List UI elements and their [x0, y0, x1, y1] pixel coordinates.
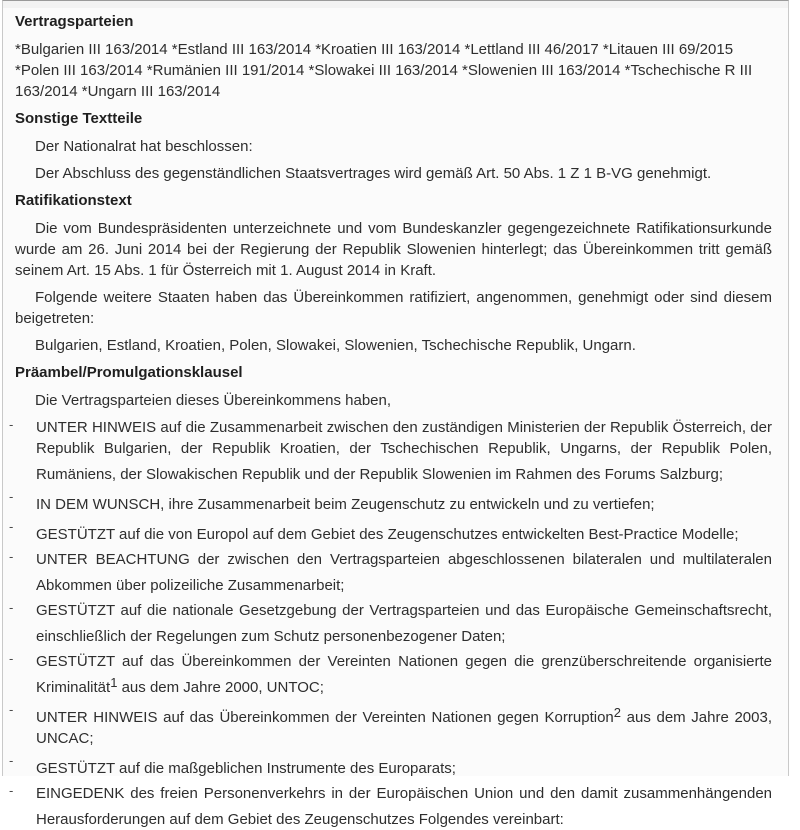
- document-page: [2, 0, 789, 828]
- paragraph-abschluss: Der Abschluss des gegenständlichen Staatsvertrages wird gemäß Art. 50 Abs. 1 Z 1 B-VG genehmigt.: [35, 165, 712, 182]
- footnote-ref-2: 2: [613, 705, 621, 720]
- preamble-item-text-after: aus dem Jahre 2003, UNCAC;: [36, 709, 773, 747]
- footnote-ref-1: 1: [110, 675, 118, 690]
- preamble-item-unter-hinweis-salzburg: [9, 417, 772, 485]
- section-heading-vertragsparteien: Vertragsparteien: [15, 13, 134, 30]
- list-dash-marker: -: [9, 753, 14, 768]
- list-dash-marker: -: [9, 702, 14, 717]
- section-heading-sonstige-textteile: Sonstige Textteile: [15, 110, 143, 127]
- preamble-item-unter-hinweis-uncac: [9, 702, 773, 749]
- preamble-item-gestuetzt-gesetzgebung: [9, 600, 772, 647]
- preamble-item-text: GESTÜTZT auf die nationale Gesetzgebung der Vertragsparteien und das Europäische Gemeinschaftsrecht, einschließlich der Regelungen zum Schutz personenbezogener Daten;: [36, 602, 772, 645]
- preamble-item-unter-beachtung: [9, 549, 772, 596]
- preamble-item-text: GESTÜTZT auf die maßgeblichen Instrumente des Europarats;: [36, 760, 456, 777]
- top-strip: [3, 1, 788, 8]
- preamble-item-text: GESTÜTZT auf das Übereinkommen der Vereinten Nationen gegen die grenzüberschreitende organisierte Kriminalität: [36, 653, 772, 696]
- preamble-item-eingedenk: [9, 783, 772, 830]
- section-heading-praeambel: Präambel/Promulgationsklausel: [15, 364, 243, 381]
- vertragsparteien-country-list: *Bulgarien III 163/2014 *Estland III 163/2014 *Kroatien III 163/2014 *Lettland III 46/2017 *Litauen III 69/2015 *Polen III 163/2014 *Rumänien III 191/2014 *Slowakei III 163/2014 *Slowenien III 163/2014 *Tschechische R III 163/2014 *Ungarn III 163/2014: [15, 41, 753, 100]
- list-dash-marker: -: [9, 519, 14, 534]
- preamble-item-text: IN DEM WUNSCH, ihre Zusammenarbeit beim Zeugenschutz zu entwickeln und zu vertiefen;: [36, 496, 655, 513]
- preamble-item-text: UNTER BEACHTUNG der zwischen den Vertragsparteien abgeschlossenen bilateralen und multilateralen Abkommen über polizeiliche Zusammenarbeit;: [36, 551, 772, 594]
- preamble-item-gestuetzt-untoc: [9, 651, 772, 698]
- preamble-item-text-after: aus dem Jahre 2000, UNTOC;: [117, 679, 324, 696]
- preamble-item-gestuetzt-europarat: [9, 753, 772, 779]
- preamble-item-in-dem-wunsch: [9, 489, 772, 515]
- document-content: [3, 11, 788, 830]
- preamble-item-text: UNTER HINWEIS auf die Zusammenarbeit zwischen den zuständigen Ministerien der Republik Österreich, der Republik Bulgarien, der Republik Kroatien, der Tschechischen Republik, Ungarns, der Republik Polen, Rumäniens, der Slowakischen Republik und der Republik Slowenien im Rahmen des Forums Salzburg;: [36, 419, 772, 483]
- list-dash-marker: -: [9, 549, 14, 564]
- list-dash-marker: -: [9, 417, 14, 432]
- list-dash-marker: -: [9, 600, 14, 615]
- paragraph-ratifikationsurkunde: Die vom Bundespräsidenten unterzeichnete und vom Bundeskanzler gegengezeichnete Ratifikationsurkunde wurde am 26. Juni 2014 bei der Regierung der Republik Slowenien hinterlegt; das Übereinkommen tritt gemäß seinem Art. 15 Abs. 1 für Österreich mit 1. August 2014 in Kraft.: [15, 220, 772, 279]
- preamble-item-gestuetzt-europol: [9, 519, 772, 545]
- list-dash-marker: -: [9, 651, 14, 666]
- preamble-item-text: EINGEDENK des freien Personenverkehrs in der Europäischen Union und den damit zusammenhängenden Herausforderungen auf dem Gebiet des Zeugenschutzes Folgendes vereinbart:: [36, 785, 772, 828]
- paragraph-praeambel-intro: Die Vertragsparteien dieses Übereinkommens haben,: [35, 392, 392, 409]
- paragraph-weitere-staaten: Folgende weitere Staaten haben das Übereinkommen ratifiziert, angenommen, genehmigt oder sind diesem beigetreten:: [15, 289, 772, 327]
- preamble-item-text: GESTÜTZT auf die von Europol auf dem Gebiet des Zeugenschutzes entwickelten Best-Practice Modelle;: [36, 526, 739, 543]
- section-heading-ratifikationstext: Ratifikationstext: [15, 192, 132, 209]
- list-dash-marker: -: [9, 489, 14, 504]
- preamble-item-text: UNTER HINWEIS auf das Übereinkommen der Vereinten Nationen gegen Korruption: [36, 709, 614, 726]
- paragraph-staaten-liste: Bulgarien, Estland, Kroatien, Polen, Slowakei, Slowenien, Tschechische Republik, Ungarn.: [35, 337, 636, 354]
- list-dash-marker: -: [9, 783, 14, 798]
- paragraph-nationalrat: Der Nationalrat hat beschlossen:: [35, 138, 253, 155]
